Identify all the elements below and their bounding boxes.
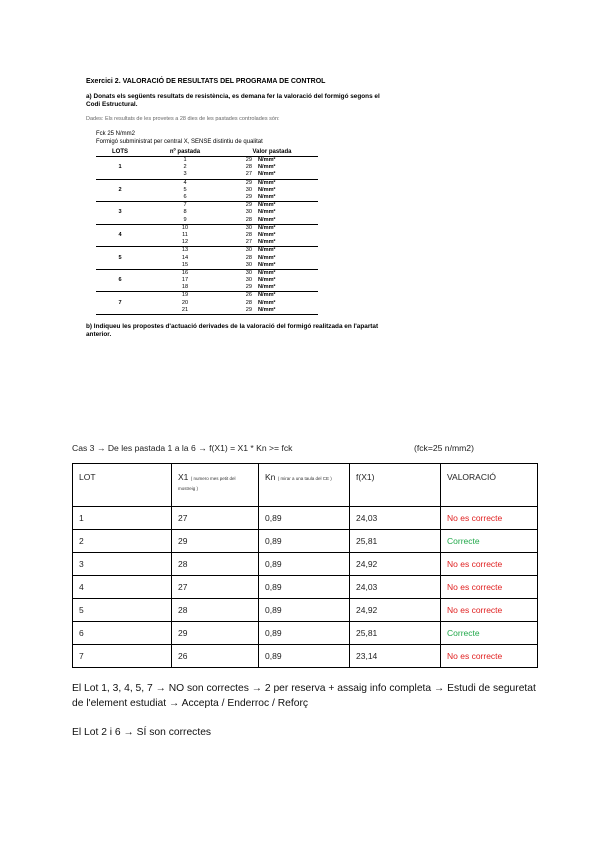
col-lot: LOT — [73, 464, 172, 507]
cell-f: 25,81 — [350, 530, 441, 553]
cell-x1: 27 — [172, 576, 259, 599]
scan-unit: N/mm² — [258, 284, 318, 292]
scan-value: 30 — [245, 277, 252, 284]
cell-f: 24,03 — [350, 576, 441, 599]
cell-lot: 7 — [73, 645, 172, 668]
scan-unit: N/mm² — [258, 202, 276, 209]
cell-lot: 2 — [73, 530, 172, 553]
cell-val: No es correcte — [441, 507, 538, 530]
scan-unit: N/mm² — [258, 179, 276, 186]
scan-value: 29 — [245, 179, 252, 186]
table-row — [73, 576, 538, 599]
scan-value: 30 — [245, 224, 252, 231]
col-x1-label: X1 — [178, 472, 189, 482]
cell-kn: 0,89 — [259, 622, 350, 645]
cell-x1: 29 — [172, 530, 259, 553]
scan-value: 29 — [226, 284, 258, 292]
cell-lot: 5 — [73, 599, 172, 622]
scan-unit: N/mm² — [258, 224, 276, 231]
col-valoracio: VALORACIÓ — [441, 464, 538, 507]
scan-pastada: 8 — [183, 209, 187, 216]
table-row — [73, 553, 538, 576]
scan-pastada: 17 — [181, 277, 189, 284]
cell-kn: 0,89 — [259, 530, 350, 553]
cell-f: 23,14 — [350, 645, 441, 668]
scan-lot: 6 — [96, 269, 144, 292]
cell-val: Correcte — [441, 622, 538, 645]
col-kn-label: Kn — [265, 472, 276, 482]
scan-lot: 3 — [96, 202, 144, 225]
scan-unit: N/mm² — [258, 307, 318, 315]
scan-lot: 1 — [96, 157, 144, 180]
scan-pastada: 16 — [181, 269, 189, 276]
cell-val: No es correcte — [441, 576, 538, 599]
table-row — [73, 530, 538, 553]
scan-pastada: 14 — [181, 254, 189, 261]
scanned-results-table — [96, 148, 318, 315]
cell-kn: 0,89 — [259, 576, 350, 599]
scan-row — [96, 179, 318, 187]
conclusion-ok: El Lot 2 i 6 → SÍ son correctes — [72, 727, 212, 738]
scan-pastada: 2 — [183, 164, 187, 171]
scan-pastada: 3 — [144, 171, 226, 179]
scan-row — [96, 269, 318, 277]
scan-pastada: 1 — [183, 157, 187, 164]
scan-unit: N/mm² — [258, 262, 318, 270]
scan-unit: N/mm² — [258, 254, 276, 261]
scan-value: 29 — [245, 202, 252, 209]
cell-x1: 28 — [172, 553, 259, 576]
given-data: Dades: Els resultats de les provetes a 28 dies de les pastades controlades són: — [86, 116, 280, 122]
scan-pastada: 7 — [183, 202, 187, 209]
cell-val: No es correcte — [441, 553, 538, 576]
scan-value: 28 — [226, 217, 258, 225]
scan-lot: 7 — [96, 292, 144, 315]
scan-lot: 5 — [96, 247, 144, 270]
scan-value: 29 — [245, 157, 252, 164]
scan-lot: 4 — [96, 224, 144, 247]
col-kn — [259, 464, 350, 507]
scan-pastada: 19 — [181, 292, 189, 299]
scan-row — [96, 224, 318, 232]
scan-value: 28 — [245, 164, 252, 171]
scan-pastada: 13 — [181, 247, 189, 254]
scan-pastada: 21 — [144, 307, 226, 315]
cell-lot: 4 — [73, 576, 172, 599]
cell-x1: 28 — [172, 599, 259, 622]
cell-f: 24,92 — [350, 599, 441, 622]
scan-unit: N/mm² — [258, 186, 276, 193]
scan-value: 29 — [226, 307, 258, 315]
scan-value: 27 — [226, 171, 258, 179]
cell-val: Correcte — [441, 530, 538, 553]
question-a: a) Donats els següents resultats de resistència, es demana fer la valoració del formigó segons el Codi Estructural. — [86, 93, 380, 108]
question-b: b) Indiqueu les propostes d'actuació derivades de la valoració del formigó realitzada en l'apartat anterior. — [86, 322, 379, 338]
scan-pastada: 6 — [144, 194, 226, 202]
table-row — [73, 622, 538, 645]
col-f: f(X1) — [350, 464, 441, 507]
scan-value: 30 — [245, 209, 252, 216]
scan-row — [96, 157, 318, 165]
conclusion-not-ok: El Lot 1, 3, 4, 5, 7 → NO son correctes → 2 per reserva + assaig info completa → Estudi de seguretat de l'element estudiat → Accepta / Enderroc / Reforç — [72, 683, 536, 709]
scan-pastada: 5 — [183, 186, 187, 193]
table-row — [73, 645, 538, 668]
col-x1 — [172, 464, 259, 507]
scan-value: 30 — [226, 262, 258, 270]
scan-unit: N/mm² — [258, 164, 276, 171]
scan-unit: N/mm² — [258, 157, 276, 164]
scan-value: 28 — [245, 299, 252, 306]
col-kn-note: ( mirar a una taula del CE ) — [277, 476, 332, 481]
cell-val: No es correcte — [441, 645, 538, 668]
scan-value: 30 — [245, 186, 252, 193]
scan-unit: N/mm² — [258, 171, 318, 179]
cell-x1: 29 — [172, 622, 259, 645]
case-line — [72, 443, 532, 453]
table-row — [73, 599, 538, 622]
cell-val: No es correcte — [441, 599, 538, 622]
scanned-exercise — [86, 78, 386, 339]
scan-row — [96, 202, 318, 210]
scan-unit: N/mm² — [258, 217, 318, 225]
cell-x1: 26 — [172, 645, 259, 668]
scan-value: 27 — [226, 239, 258, 247]
cell-lot: 6 — [73, 622, 172, 645]
scan-pastada: 4 — [183, 179, 187, 186]
scan-lot: 2 — [96, 179, 144, 202]
header-lots: LOTS — [96, 148, 144, 157]
scan-value: 28 — [245, 231, 252, 238]
cell-lot: 3 — [73, 553, 172, 576]
cell-x1: 27 — [172, 507, 259, 530]
scan-value: 30 — [245, 269, 252, 276]
cell-kn: 0,89 — [259, 599, 350, 622]
scan-pastada: 10 — [181, 224, 189, 231]
valuation-table — [72, 463, 538, 668]
scan-value: 29 — [226, 194, 258, 202]
scan-row — [96, 247, 318, 255]
scan-unit: N/mm² — [258, 299, 276, 306]
scan-pastada: 11 — [182, 231, 188, 238]
scan-value: 30 — [245, 247, 252, 254]
case-formula: Cas 3 → De les pastada 1 a la 6 → f(X1) = X1 * Kn >= fck — [72, 443, 293, 453]
cell-f: 24,92 — [350, 553, 441, 576]
cell-f: 25,81 — [350, 622, 441, 645]
supply-line: Formigó subministrat per central X, SENSE distintiu de qualitat — [96, 139, 263, 145]
header-valor: Valor pastada — [226, 148, 318, 157]
scan-unit: N/mm² — [258, 292, 276, 299]
scan-pastada: 15 — [144, 262, 226, 270]
cell-kn: 0,89 — [259, 507, 350, 530]
scan-unit: N/mm² — [258, 239, 318, 247]
cell-f: 24,03 — [350, 507, 441, 530]
scan-pastada: 18 — [144, 284, 226, 292]
scan-pastada: 20 — [181, 299, 189, 306]
fck-line: Fck 25 N/mm2 — [96, 131, 136, 137]
scan-unit: N/mm² — [258, 209, 276, 216]
fck-value: (fck=25 n/mm2) — [414, 443, 474, 453]
header-pastada: nº pastada — [144, 148, 226, 157]
scan-value: 26 — [245, 292, 252, 299]
scan-unit: N/mm² — [258, 269, 276, 276]
cell-kn: 0,89 — [259, 645, 350, 668]
scan-unit: N/mm² — [258, 194, 318, 202]
scan-row — [96, 292, 318, 300]
scan-pastada: 12 — [144, 239, 226, 247]
scan-value: 28 — [245, 254, 252, 261]
exercise-title: Exercici 2. VALORACIÓ DE RESULTATS DEL PROGRAMA DE CONTROL — [86, 78, 326, 85]
scan-unit: N/mm² — [258, 277, 276, 284]
scan-unit: N/mm² — [258, 247, 276, 254]
scan-pastada: 9 — [144, 217, 226, 225]
cell-lot: 1 — [73, 507, 172, 530]
table-row — [73, 507, 538, 530]
col-x1-note: ( numero mes petit del mostreig ) — [178, 476, 236, 491]
scan-unit: N/mm² — [258, 231, 276, 238]
cell-kn: 0,89 — [259, 553, 350, 576]
